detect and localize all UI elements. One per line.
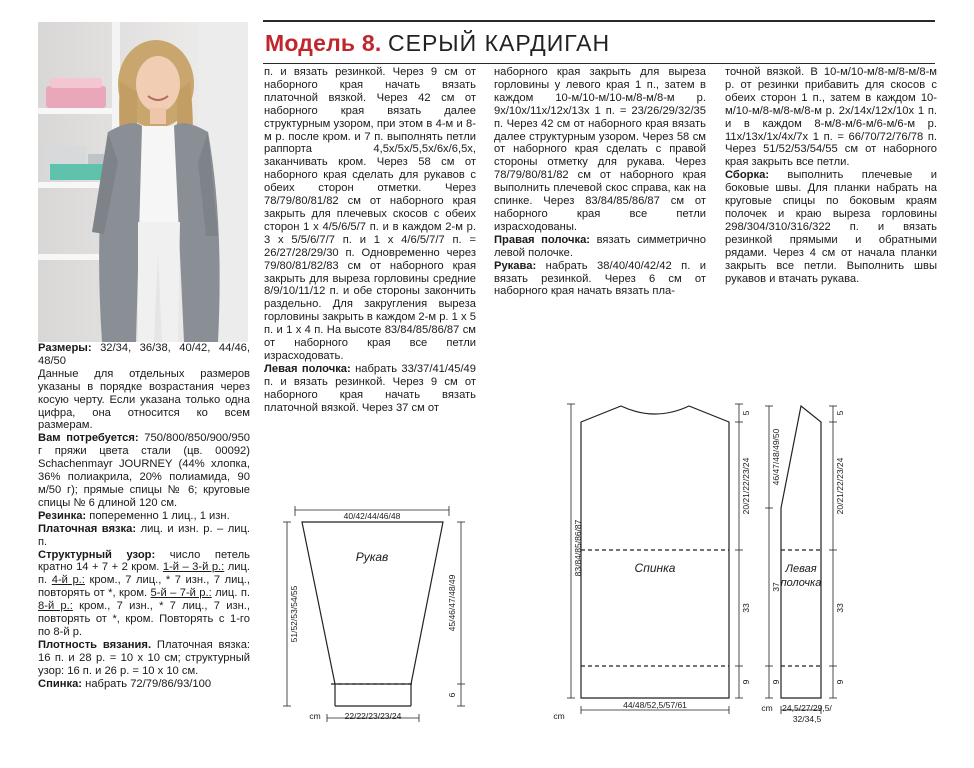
back-right-label-2: 20/21/22/23/24 bbox=[741, 457, 751, 515]
sleeve-rib-label: 6 bbox=[447, 692, 457, 698]
stockinette-paragraph bbox=[38, 523, 250, 549]
cardigan-model-illustration bbox=[38, 22, 248, 342]
text-column-4 bbox=[725, 66, 937, 285]
sleeves-continued: точной вязкой. В 10-м/10-м/8-м/8-м/8-м р. от резинки прибавить для скосов с обеих сторон 1 п., затем в каждом 10-м/10-м/8-м/8-м/8-м р. 2х/14х/12х/10х 1 п. и в каждом 8-м/8-м/6-м/6-м/6-м р. 11х/13х/1х/4х/7х 1 п. = 66/70/72/76/78 п. Через 51/52/53/54/55 см от наборного края закрыть все петли. bbox=[725, 66, 937, 169]
front-right-label-3: 33 bbox=[835, 603, 845, 613]
stockinette-value: лиц. и изн. р. – лиц. п. bbox=[38, 522, 251, 548]
sleeve-name: Рукав bbox=[355, 550, 389, 564]
front-right-label-1: 5 bbox=[835, 410, 845, 416]
header-bottom-rule bbox=[263, 63, 935, 64]
front-name-1: Левая bbox=[785, 563, 817, 575]
right-front-paragraph bbox=[494, 234, 706, 260]
rib-paragraph bbox=[38, 510, 250, 523]
front-width-label-2: 32/34,5 bbox=[792, 714, 822, 724]
back-right-label-1: 5 bbox=[741, 410, 751, 416]
sleeves-value: набрать 38/40/40/42/42 п. и вязать резинкой. Через 6 см от наборного края начать вязать пла- bbox=[494, 259, 706, 298]
sleeve-outline bbox=[302, 522, 443, 684]
sizes-value: 32/34, 36/38, 40/42, 44/46, 48/50 bbox=[38, 342, 250, 367]
structure-row-8: 8-й р.: bbox=[38, 600, 73, 613]
model-number: Модель 8. bbox=[265, 30, 382, 56]
header-top-rule bbox=[263, 20, 935, 22]
sleeve-left-label: 51/52/53/54/55 bbox=[289, 585, 299, 643]
density-label: Плотность вязания. bbox=[38, 638, 152, 651]
pattern-schematics bbox=[255, 388, 915, 733]
density-value: Платочная вязка: 16 п. и 28 р. = 10 х 10 см; структурный узор: 16 п. и 26 р. = 10 х 10 см. bbox=[38, 638, 251, 677]
back-name: Спинка bbox=[634, 561, 676, 575]
materials-value: 750/800/850/900/950 г пряжи цвета стали (цв. 00092) Schachenmayr JOURNEY (44% хлопка, 36% полиакрила, 20% полиамида, 90 м/50 г); прямые спицы № 6; круговые спицы № 6 длиной 120 см. bbox=[38, 432, 251, 509]
front-width-label-1: 24,5/27/29,5/ bbox=[782, 703, 832, 713]
front-right-label-4: 9 bbox=[835, 679, 845, 685]
left-front-label: Левая полочка: bbox=[264, 362, 351, 375]
structure-paragraph bbox=[38, 549, 250, 639]
left-front-outline bbox=[781, 406, 821, 698]
structure-text-a: число петель кратно 14 + 7 + 2 кром. bbox=[38, 548, 251, 574]
rib-value: попеременно 1 лиц., 1 изн. bbox=[89, 509, 230, 522]
left-front-continued: наборного края закрыть для выреза горловины у левого края 1 п., затем в каждом 10-м/10-м/10-м/8-м/8-м р. 9х/10х/11х/12х/13х 1 п. = 23/26/29/32/35 п. Через 42 см от наборного края вязать далее структурным узором. Через 58 см от наборного края сделать с правой стороны отметку для рукава. Через 78/79/80/81/82 см от наборного края выполнить плечевой скос справа, как на спинке. Через 83/84/85/86/87 см от наборного края все петли израсходованы. bbox=[494, 66, 706, 233]
right-front-value: вязать симметрично левой полочке. bbox=[494, 233, 706, 259]
back-cm-label: cm bbox=[553, 711, 565, 721]
assembly-value: выполнить плечевые и боковые швы. Для планки набрать на круговые спицы по боковым краям полочек и краю выреза горловины 298/304/310/316/322 п. и вязать резинкой прямыми и обратными рядами. Через 4 см от начала планки закрыть все петли. Выполнить швы рукавов и втачать рукава. bbox=[725, 169, 937, 285]
materials-paragraph bbox=[38, 432, 250, 509]
front-left-label-3: 9 bbox=[771, 679, 781, 685]
right-front-label: Правая полочка: bbox=[494, 233, 591, 246]
sleeves-paragraph bbox=[494, 260, 706, 299]
rib-label: Резинка: bbox=[38, 509, 87, 522]
assembly-label: Сборка: bbox=[725, 169, 770, 182]
back-value: набрать 72/79/86/93/100 bbox=[85, 677, 212, 690]
front-left-label-2: 37 bbox=[771, 582, 781, 592]
front-cm-label: cm bbox=[761, 703, 773, 713]
density-paragraph bbox=[38, 639, 250, 678]
assembly-paragraph bbox=[725, 169, 937, 285]
sizes-note: Данные для отдельных размеров указаны в порядке возрастания через косую черту. Если указана только одна цифра, она относится ко всем размерам. bbox=[38, 367, 250, 432]
back-width-label: 44/48/52,5/57/61 bbox=[623, 700, 687, 710]
model-photo bbox=[38, 22, 248, 342]
model-name: СЕРЫЙ КАРДИГАН bbox=[388, 30, 611, 56]
sleeve-cm-label: cm bbox=[309, 711, 321, 721]
front-left-label-1: 46/47/48/49/50 bbox=[771, 428, 781, 486]
back-label: Спинка: bbox=[38, 677, 83, 690]
materials-label: Вам потребуется: bbox=[38, 432, 139, 445]
front-right-label-2: 20/21/22/23/24 bbox=[835, 457, 845, 515]
sleeve-bottom-label: 22/22/23/23/24 bbox=[344, 711, 402, 721]
page-title bbox=[265, 30, 610, 57]
sleeve-top-label: 40/42/44/46/48 bbox=[343, 511, 401, 521]
sleeve-right-label: 45/46/47/48/49 bbox=[447, 574, 457, 632]
back-right-label-4: 9 bbox=[741, 679, 751, 685]
text-column-1 bbox=[38, 342, 250, 690]
text-column-2 bbox=[264, 66, 476, 414]
left-front-value: набрать 33/37/41/45/49 п. и вязать резинкой. Через 9 см от наборного края начать вязать платочной вязкой. Через 37 см от bbox=[264, 362, 477, 414]
sleeve-schematic bbox=[283, 506, 465, 722]
back-outline bbox=[581, 406, 729, 698]
back-paragraph bbox=[38, 678, 250, 691]
structure-row-5: 5-й – 7-й р.: bbox=[150, 587, 212, 600]
front-name-2: полочка bbox=[780, 577, 822, 589]
back-right-label-3: 33 bbox=[741, 603, 751, 613]
back-height-label: 83/84/85/86/87 bbox=[573, 519, 583, 577]
structure-row-1: 1-й – 3-й р.: bbox=[162, 561, 225, 574]
structure-text-d: лиц. п. bbox=[215, 587, 250, 600]
structure-label: Структурный узор: bbox=[38, 548, 156, 561]
back-continued: п. и вязать резинкой. Через 9 см от наборного края начать вязать платочной вязкой. Через 42 см от наборного края вязать далее структурным узором, при этом в 4-м и 8-м р. после кром. и 7 п. выполнять петли раппорта 4,5х/5х/5,5х/6х/6,5х, заканчивать кром. Через 58 см от наборного края сделать для рукавов с обеих сторон отметки. Через 78/79/80/81/82 см от наборного края закрыть для плечевых скосов с обеих сторон 1 х 4/5/6/5/7 п. и в каждом 2-м р. 3 х 5/5/6/7/7 п. и 1 х 4/6/5/7/7 п. = 26/27/28/29/30 п. Одновременно через 79/80/81/82/83 см от наборного края закрыть для выреза горловины средние 8/9/10/11/12 п. и обе стороны закончить раздельно. Для закругления выреза горловины закрыть в каждом 2-м р. 1 х 5 п. и 1 х 4 п. На высоте 83/84/85/86/87 см от наборного края все петли израсходовать. bbox=[264, 66, 476, 362]
stockinette-label: Платочная вязка: bbox=[38, 522, 137, 535]
structure-row-4: 4-й р.: bbox=[51, 574, 85, 587]
sizes-label: Размеры: bbox=[38, 342, 92, 354]
back-schematic bbox=[567, 404, 743, 714]
sizes-paragraph bbox=[38, 342, 250, 368]
structure-text-b: лиц. п. bbox=[38, 561, 251, 587]
sleeves-label: Рукава: bbox=[494, 259, 537, 272]
structure-text-c: кром., 7 лиц., * 7 изн., 7 лиц., повторять от *, кром. bbox=[38, 574, 251, 600]
text-column-3 bbox=[494, 66, 706, 298]
structure-text-e: кром., 7 изн., * 7 лиц., 7 изн., повторять от *, кром. Повторять с 1-го по 8-й р. bbox=[38, 600, 250, 638]
